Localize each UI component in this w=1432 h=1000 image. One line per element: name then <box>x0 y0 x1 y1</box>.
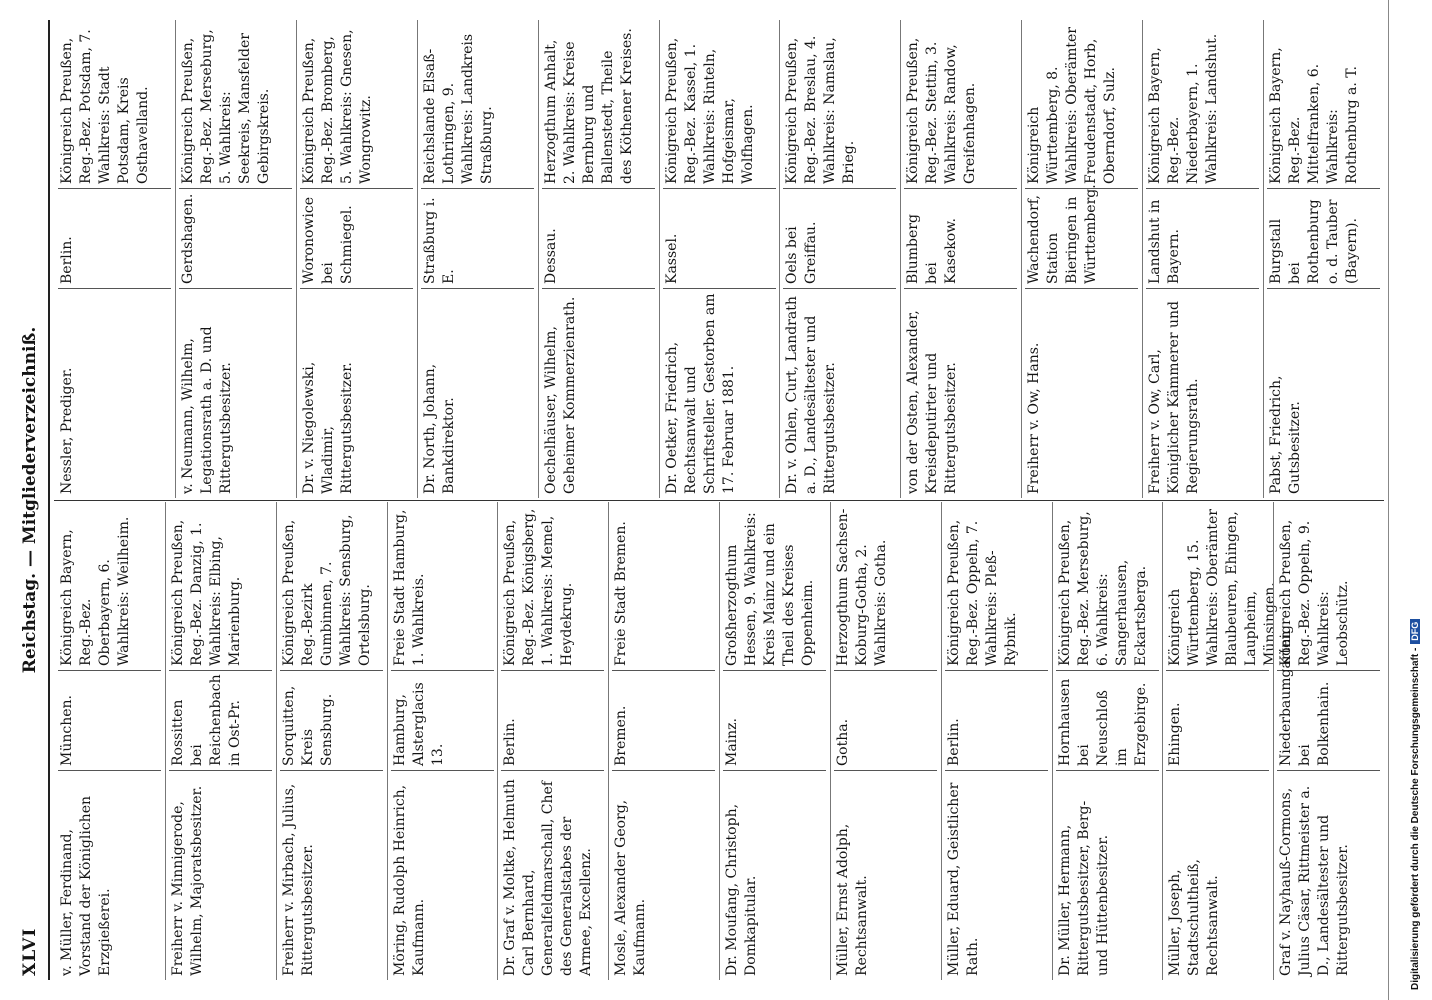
member-name: Möring, Rudolph Heinrich, Kaufmann. <box>391 770 494 980</box>
member-name: Dr. v. Ohlen, Curt, Landrath a. D., Landesältester und Rittergutsbesitzer. <box>783 288 896 498</box>
member-residence: Wachendorf, Station Bieringen in Württemberg. <box>1025 188 1138 288</box>
member-residence: Landshut in Bayern. <box>1146 188 1259 288</box>
member-constituency: Königreich Preußen, Reg.-Bez. Potsdam, 7. Wahlkreis: Stadt Potsdam, Kreis Osthavelland. <box>59 29 151 184</box>
member-constituency: Königreich Preußen, Reg.-Bez. Oppeln, 9. Wahlkreis: Leobschütz. <box>1278 519 1351 666</box>
member-name: Dr. Oetker, Friedrich, Rechtsanwalt und Schriftsteller. Gestorben am 17. Februar 1881. <box>663 288 776 498</box>
member-constituency: Königreich Preußen, Reg.-Bez. Kassel, 1. Wahlkreis: Rinteln, Hofgeismar, Wolfhagen. <box>664 37 756 184</box>
member-constituency: Königreich Preußen, Reg.-Bez. Merseburg, 6. Wahlkreis: Sangerhausen, Eckartsberga. <box>1057 511 1149 666</box>
member-constituency: Königreich Preußen, Reg.-Bez. Oppeln, 7. Wahlkreis: Pleß-Rybnik. <box>946 519 1019 666</box>
member-constituency: Königreich Preußen, Reg.-Bez. Breslau, 4. Wahlkreis: Namslau, Brieg. <box>784 35 857 184</box>
entry-separator <box>900 20 901 498</box>
running-title: Reichstag. — Mitgliederverzeichniß. <box>20 326 40 674</box>
member-name: Dr. Müller, Hermann, Rittergutsbesitzer, Berg- und Hüttenbesitzer. <box>1056 770 1159 980</box>
member-constituency: Königreich Württemberg, 15. Wahlkreis: Oberämter Blaubeuren, Ehingen, Laupheim, Münsingen. <box>1167 509 1278 666</box>
entry-separator <box>608 502 609 980</box>
member-constituency: Königreich Preußen, Reg.-Bez. Danzig, 1. Wahlkreis: Elbing, Marienburg. <box>170 519 243 666</box>
member-entry <box>1025 20 1138 498</box>
entry-separator <box>830 502 831 980</box>
member-entry <box>1146 20 1259 498</box>
member-entry <box>280 502 383 980</box>
column-divider <box>54 500 1384 501</box>
member-name: Mosle, Alexander Georg, Kaufmann. <box>612 770 715 980</box>
member-entry <box>904 20 1017 498</box>
member-constituency: Königreich Bayern, Reg.-Bez. Mittelfranken, 6. Wahlkreis: Rothenburg a. T. <box>1268 47 1360 184</box>
member-name: Oechelhäuser, Wilhelm, Geheimer Kommerzienrath. <box>542 288 655 498</box>
member-constituency: Herzogthum Sachsen-Koburg-Gotha, 2. Wahlkreis: Gotha. <box>835 508 889 666</box>
page-number: XLVI <box>20 927 40 976</box>
member-name: von der Osten, Alexander, Kreisdeputirter und Rittergutsbesitzer. <box>904 288 1017 498</box>
entry-separator <box>417 20 418 498</box>
digitization-credit <box>1410 5 1428 990</box>
member-name: Dr. Moufang, Christoph, Domkapitular. <box>723 770 826 980</box>
member-entry <box>663 20 776 498</box>
member-name: Dr. Graf v. Moltke, Helmuth Carl Bernhard, Generalfeldmarschall, Chef des Generalstabes der Armee, Excellenz. <box>501 770 604 980</box>
entry-separator <box>719 502 720 980</box>
member-name: Pabst, Friedrich, Gutsbesitzer. <box>1267 288 1380 498</box>
member-name: Freiherr v. Minnigerode, Wilhelm, Majoratsbesitzer. <box>169 770 272 980</box>
member-residence: Gerdshagen. <box>179 188 292 288</box>
page-header <box>20 20 44 980</box>
member-constituency: Königreich Preußen, Reg.-Bez. Königsberg, 1. Wahlkreis: Memel, Heydekrug. <box>502 508 575 666</box>
member-name: v. Neumann, Wilhelm, Legationsrath a. D. und Rittergutsbesitzer. <box>179 288 292 498</box>
member-residence: Blumberg bei Kasekow. <box>904 188 1017 288</box>
member-residence: Berlin. <box>945 670 1048 770</box>
member-residence: Burgstall bei Rothenburg o. d. Tauber (Bayern). <box>1267 188 1380 288</box>
member-entry <box>542 20 655 498</box>
member-name: Dr. North, Johann, Bankdirektor. <box>421 288 534 498</box>
entry-separator <box>659 20 660 498</box>
entry-separator <box>1162 502 1163 980</box>
member-constituency: Herzogthum Anhalt, 2. Wahlkreis: Kreise Bernburg und Ballenstedt, Theile des Köthener Kreises. <box>543 28 635 184</box>
member-residence: Ehingen. <box>1166 670 1269 770</box>
member-constituency: Königreich Preußen, Reg.-Bezirk Gumbinnen, 7. Wahlkreis: Sensburg, Ortelsburg. <box>281 514 373 666</box>
entry-separator <box>165 502 166 980</box>
member-name: Dr. v. Niegolewski, Wladimir, Rittergutsbesitzer. <box>300 288 413 498</box>
entry-separator <box>1142 20 1143 498</box>
entry-separator <box>941 502 942 980</box>
member-constituency: Königreich Bayern, Reg.-Bez. Oberbayern, 6. Wahlkreis: Weilheim. <box>59 516 132 666</box>
member-residence: Niederbaumgarten bei Bolkenhain. <box>1277 670 1380 770</box>
member-residence: Hornhausen bei Neuschloß im Erzgebirge. <box>1056 670 1159 770</box>
member-residence: Mainz. <box>723 670 826 770</box>
rotated-page <box>20 20 1400 980</box>
entry-separator <box>387 502 388 980</box>
member-constituency: Freie Stadt Hamburg, 1. Wahlkreis. <box>392 509 427 666</box>
member-entry <box>1166 502 1278 980</box>
member-name: Freiherr v. Ow, Hans. <box>1025 288 1138 498</box>
scan-edge-line <box>1388 0 1389 1000</box>
entry-separator <box>276 502 277 980</box>
member-name: Freiherr v. Ow, Carl, Königlicher Kämmerer und Regierungsrath. <box>1146 288 1259 498</box>
member-entry <box>421 20 534 498</box>
member-entry <box>1056 502 1159 980</box>
entry-separator <box>538 20 539 498</box>
member-entry <box>1267 20 1380 498</box>
member-constituency: Königreich Preußen, Reg.-Bez. Bromberg, 5. Wahlkreis: Gnesen, Wongrowitz. <box>301 29 374 184</box>
member-constituency: Königreich Bayern, Reg.-Bez. Niederbayern, 1. Wahlkreis: Landshut. <box>1147 33 1220 184</box>
member-residence: Berlin. <box>58 188 171 288</box>
header-rule <box>48 20 50 980</box>
member-constituency: Königreich Preußen, Reg.-Bez. Merseburg, 5. Wahlkreis: Seekreis, Mansfelder Gebirgskreis. <box>180 29 272 184</box>
member-constituency: Königreich Preußen, Reg.-Bez. Stettin, 3. Wahlkreis: Randow, Greifenhagen. <box>905 37 978 184</box>
entry-separator <box>497 502 498 980</box>
member-entry <box>58 502 161 980</box>
member-entry <box>834 502 937 980</box>
member-name: Müller, Eduard, Geistlicher Rath. <box>945 770 1048 980</box>
member-name: v. Müller, Ferdinand, Vorstand der Königlichen Erzgießerei. <box>58 770 161 980</box>
member-residence: Woronowice bei Schmiegel. <box>300 188 413 288</box>
member-entry <box>179 20 292 498</box>
entry-separator <box>1273 502 1274 980</box>
member-entry <box>300 20 413 498</box>
member-entry <box>783 20 896 498</box>
member-constituency: Reichslande Elsaß-Lothringen, 9. Wahlkreis: Landkreis Straßburg. <box>422 33 495 184</box>
member-residence: Kassel. <box>663 188 776 288</box>
member-entry <box>723 502 826 980</box>
member-residence: Rossitten bei Reichenbach in Ost-Pr. <box>169 670 272 770</box>
credit-text: Digitalisierung gefördert durch die Deutsche Forschungsgemeinschaft - <box>1410 647 1421 990</box>
member-entry <box>1277 502 1380 980</box>
entry-separator <box>1052 502 1053 980</box>
right-member-column <box>54 20 1384 498</box>
entry-separator <box>779 20 780 498</box>
member-residence: Dessau. <box>542 188 655 288</box>
member-constituency: Königreich Württemberg, 8. Wahlkreis: Oberämter Freudenstadt, Horb, Oberndorf, Sulz. <box>1026 27 1118 184</box>
member-entry <box>945 502 1048 980</box>
member-constituency: Großherzogthum Hessen, 9. Wahlkreis: Kreis Mainz und ein Theil des Kreises Oppenheim. <box>724 512 816 666</box>
member-name: Freiherr v. Mirbach, Julius, Rittergutsbesitzer. <box>280 770 383 980</box>
member-residence: Sorquitten, Kreis Sensburg. <box>280 670 383 770</box>
member-name: Graf v. Nayhauß-Cormons, Julius Cäsar, Rittmeister a. D., Landesältester und Rittergutsbesitzer. <box>1277 770 1380 980</box>
member-name: Müller, Ernst Adolph, Rechtsanwalt. <box>834 770 937 980</box>
member-residence: Bremen. <box>612 670 715 770</box>
member-name: Nessler, Prediger. <box>58 288 171 498</box>
entry-separator <box>1263 20 1264 498</box>
dfg-logo: DFG <box>1410 619 1420 644</box>
entry-separator <box>1021 20 1022 498</box>
member-entry <box>391 502 494 980</box>
member-name: Müller, Joseph, Stadtschultheiß, Rechtsanwalt. <box>1166 770 1269 980</box>
member-residence: Hamburg, Alsterglacis 13. <box>391 670 494 770</box>
entry-separator <box>175 20 176 498</box>
left-member-column <box>54 502 1384 980</box>
member-residence: Berlin. <box>501 670 604 770</box>
member-entry <box>169 502 272 980</box>
member-entry <box>58 20 171 498</box>
member-constituency: Freie Stadt Bremen. <box>613 521 629 666</box>
member-residence: Gotha. <box>834 670 937 770</box>
member-entry <box>612 502 715 980</box>
member-residence: Oels bei Greiffau. <box>783 188 896 288</box>
member-residence: München. <box>58 670 161 770</box>
entry-separator <box>296 20 297 498</box>
member-entry <box>501 502 604 980</box>
member-residence: Straßburg i. E. <box>421 188 534 288</box>
